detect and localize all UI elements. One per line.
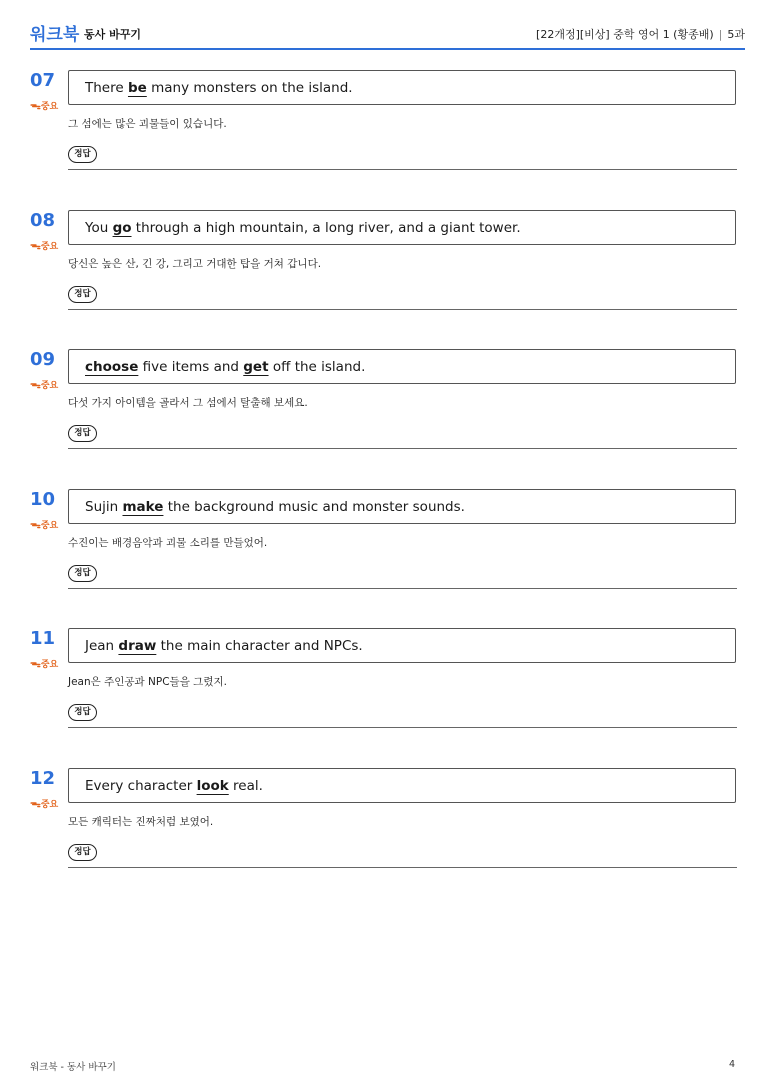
answer-line	[68, 588, 737, 589]
important-badge: ᯓ중요	[30, 378, 59, 391]
page-header	[30, 20, 745, 50]
korean-translation: 수진이는 배경음악과 괴물 소리를 만들었어.	[68, 537, 268, 549]
answer-button[interactable]: 정답	[68, 704, 97, 721]
question-item	[30, 70, 740, 190]
important-badge: ᯓ중요	[30, 239, 59, 252]
question-number: 12	[30, 768, 56, 789]
question-item	[30, 210, 740, 330]
answer-line	[68, 448, 737, 449]
target-verb: choose	[85, 359, 139, 375]
question-sentence: Jean draw the main character and NPCs.	[68, 628, 736, 663]
answer-line	[68, 309, 737, 310]
answer-line	[68, 867, 737, 868]
page-subtitle: 동사 바꾸기	[84, 28, 141, 41]
korean-translation: 다섯 가지 아이템을 골라서 그 섬에서 탈출해 보세요.	[68, 397, 308, 409]
question-item	[30, 768, 740, 888]
page-number: 4	[729, 1059, 736, 1070]
fox-icon: ᯓ	[30, 99, 41, 112]
important-badge: ᯓ중요	[30, 657, 59, 670]
important-badge: ᯓ중요	[30, 99, 59, 112]
question-number: 08	[30, 210, 56, 231]
answer-button[interactable]: 정답	[68, 286, 97, 303]
question-number: 10	[30, 489, 56, 510]
answer-button[interactable]: 정답	[68, 146, 97, 163]
brand-title: 워크북	[30, 25, 80, 45]
footer-title: 워크북 - 동사 바꾸기	[30, 1062, 116, 1073]
fox-icon: ᯓ	[30, 239, 41, 252]
question-sentence: There be many monsters on the island.	[68, 70, 736, 105]
target-verb-2: get	[243, 359, 269, 375]
answer-button[interactable]: 정답	[68, 565, 97, 582]
korean-translation: Jean은 주인공과 NPC들을 그렸지.	[68, 676, 227, 688]
target-verb: draw	[118, 638, 157, 654]
korean-translation: 그 섬에는 많은 괴물들이 있습니다.	[68, 118, 227, 130]
fox-icon: ᯓ	[30, 797, 41, 810]
fox-icon: ᯓ	[30, 378, 41, 391]
important-badge: ᯓ중요	[30, 518, 59, 531]
target-verb: be	[127, 80, 147, 96]
korean-translation: 당신은 높은 산, 긴 강, 그리고 거대한 탑을 거쳐 갑니다.	[68, 258, 322, 270]
korean-translation: 모든 캐릭터는 진짜처럼 보였어.	[68, 816, 214, 828]
question-sentence: Every character look real.	[68, 768, 736, 803]
question-item	[30, 628, 740, 748]
lesson-label: 5과	[727, 28, 745, 41]
question-item	[30, 489, 740, 609]
question-number: 07	[30, 70, 56, 91]
answer-line	[68, 727, 737, 728]
answer-button[interactable]: 정답	[68, 844, 97, 861]
question-sentence: Sujin make the background music and monster sounds.	[68, 489, 736, 524]
header-info	[536, 26, 745, 42]
answer-line	[68, 169, 737, 170]
question-number: 11	[30, 628, 56, 649]
fox-icon: ᯓ	[30, 657, 41, 670]
answer-button[interactable]: 정답	[68, 425, 97, 442]
target-verb: go	[112, 220, 132, 236]
important-badge: ᯓ중요	[30, 797, 59, 810]
question-item	[30, 349, 740, 469]
question-sentence: choose five items and get off the island.	[68, 349, 736, 384]
question-sentence: You go through a high mountain, a long river, and a giant tower.	[68, 210, 736, 245]
target-verb: look	[196, 778, 229, 794]
textbook-label: [22개정][비상] 중학 영어 1 (황종배)	[536, 28, 714, 41]
header-separator: |	[718, 28, 723, 41]
fox-icon: ᯓ	[30, 518, 41, 531]
target-verb: make	[122, 499, 164, 515]
question-number: 09	[30, 349, 56, 370]
